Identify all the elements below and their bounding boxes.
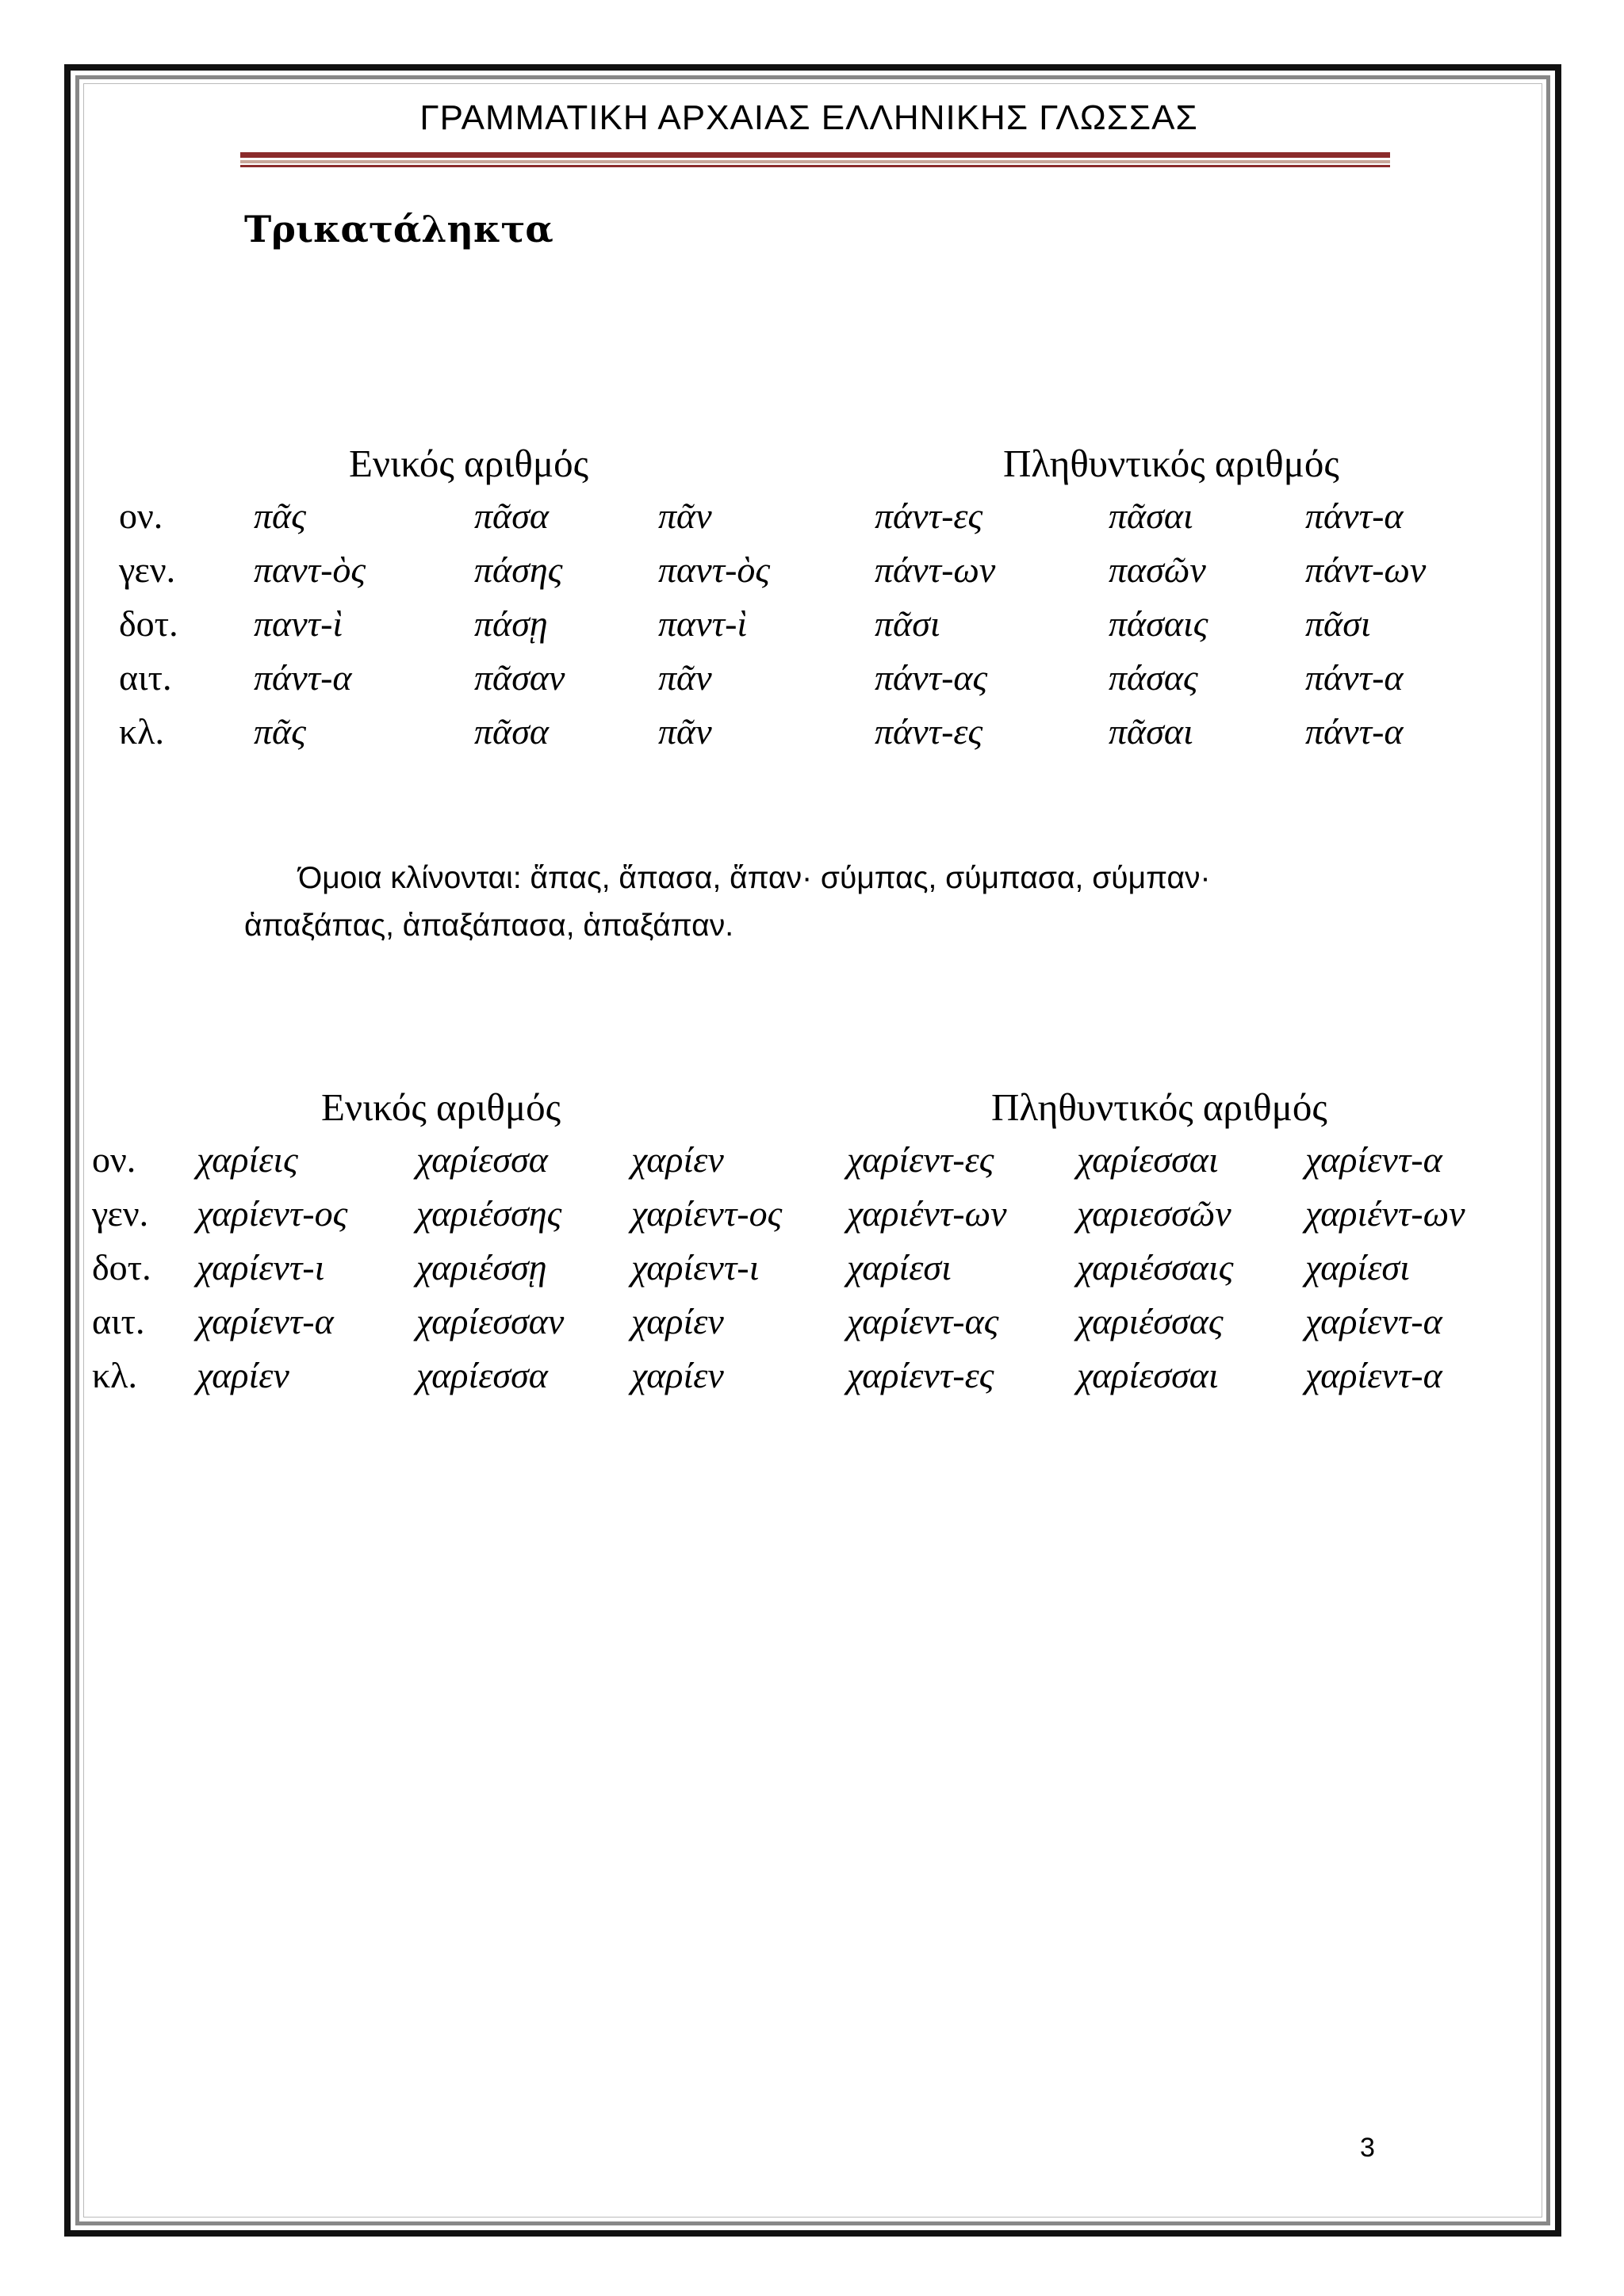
case-label: γεν.	[92, 1193, 149, 1234]
case-label: αιτ.	[92, 1301, 145, 1341]
form-cell: πᾶν	[658, 496, 712, 536]
form-cell: χαριεσσῶν	[1077, 1193, 1231, 1234]
form-cell: παντ-ὶ	[658, 603, 748, 644]
form-cell: χαρίεντ-ι	[631, 1247, 760, 1288]
form-cell: χαρίεντ-ες	[847, 1139, 994, 1180]
note-line-2: ἁπαξάπας, ἁπαξάπασα, ἁπαξάπαν.	[244, 909, 734, 943]
form-cell: πάσῃ	[474, 603, 548, 644]
form-cell: χαρίεσσαν	[416, 1301, 565, 1341]
form-cell: πάντ-ων	[875, 549, 996, 590]
plural-heading: Πληθυντικός αριθμός	[1003, 442, 1339, 485]
form-cell: χαριέσσας	[1077, 1301, 1224, 1341]
case-label: δοτ.	[92, 1247, 151, 1288]
form-cell: χαρίεντ-α	[197, 1301, 334, 1341]
form-cell: χαρίεντ-α	[1305, 1355, 1442, 1395]
form-cell: πᾶσι	[1305, 603, 1371, 644]
form-cell: παντ-ὶ	[254, 603, 343, 644]
form-cell: χαρίεν	[631, 1301, 724, 1341]
case-label: ον.	[119, 496, 163, 536]
running-header: ΓΡΑΜΜΑΤΙΚΗ ΑΡΧΑΙΑΣ ΕΛΛΗΝΙΚΗΣ ΓΛΩΣΣΑΣ	[419, 98, 1198, 137]
case-label: κλ.	[119, 711, 164, 752]
form-cell: πάντ-α	[1305, 496, 1404, 536]
form-cell: χαρίεσσαι	[1077, 1355, 1219, 1395]
form-cell: πάντ-α	[1305, 657, 1404, 698]
form-cell: χαρίεις	[197, 1139, 298, 1180]
form-cell: πᾶς	[254, 496, 306, 536]
form-cell: πάντ-ων	[1305, 549, 1427, 590]
form-cell: πάντ-ας	[875, 657, 988, 698]
note-line-1: Όμοια κλίνονται: ἅπας, ἅπασα, ἅπαν· σύμπας, σύμπασα, σύμπαν·	[298, 861, 1211, 895]
form-cell: χαρίεντ-ος	[631, 1193, 783, 1234]
section-title: Τρικατάληκτα	[244, 208, 553, 251]
case-label: δοτ.	[119, 603, 178, 644]
form-cell: πάντ-α	[254, 657, 352, 698]
form-cell: χαρίεσσαι	[1077, 1139, 1219, 1180]
form-cell: πασῶν	[1109, 549, 1206, 590]
form-cell: χαριέντ-ων	[847, 1193, 1007, 1234]
case-label: ον.	[92, 1139, 136, 1180]
plural-heading: Πληθυντικός αριθμός	[991, 1085, 1327, 1129]
form-cell: χαρίεσι	[847, 1247, 952, 1288]
form-cell: χαριέσσῃ	[416, 1247, 547, 1288]
form-cell: πάσης	[474, 549, 563, 590]
form-cell: πᾶσι	[875, 603, 940, 644]
similar-declension-note	[244, 855, 1434, 950]
form-cell: χαριέντ-ων	[1305, 1193, 1465, 1234]
form-cell: χαρίεντ-α	[1305, 1301, 1442, 1341]
form-cell: χαρίεντ-ος	[197, 1193, 348, 1234]
case-label: κλ.	[92, 1355, 137, 1395]
form-cell: χαρίεσι	[1305, 1247, 1410, 1288]
form-cell: χαριέσσαις	[1077, 1247, 1234, 1288]
form-cell: πᾶσα	[474, 711, 550, 752]
header-divider	[240, 152, 1390, 167]
form-cell: χαρίεν	[631, 1355, 724, 1395]
form-cell: παντ-ὸς	[658, 549, 771, 590]
form-cell: χαριέσσης	[416, 1193, 562, 1234]
form-cell: πάσας	[1109, 657, 1198, 698]
form-cell: χαρίεσσα	[416, 1355, 548, 1395]
form-cell: πᾶς	[254, 711, 306, 752]
form-cell: χαρίεσσα	[416, 1139, 548, 1180]
case-label: γεν.	[119, 549, 176, 590]
form-cell: πᾶσαι	[1109, 496, 1193, 536]
form-cell: χαρίεντ-ας	[847, 1301, 999, 1341]
form-cell: χαρίεν	[631, 1139, 724, 1180]
form-cell: πᾶν	[658, 711, 712, 752]
form-cell: πᾶσα	[474, 496, 550, 536]
form-cell: χαρίεντ-ι	[197, 1247, 325, 1288]
form-cell: πάσαις	[1109, 603, 1208, 644]
case-label: αιτ.	[119, 657, 172, 698]
singular-heading: Ενικός αριθμός	[321, 1085, 561, 1129]
form-cell: παντ-ὸς	[254, 549, 366, 590]
form-cell: πᾶν	[658, 657, 712, 698]
singular-heading: Ενικός αριθμός	[349, 442, 588, 485]
form-cell: πᾶσαν	[474, 657, 565, 698]
form-cell: χαρίεντ-α	[1305, 1139, 1442, 1180]
form-cell: πάντ-α	[1305, 711, 1404, 752]
form-cell: πάντ-ες	[875, 496, 983, 536]
form-cell: χαρίεν	[197, 1355, 289, 1395]
form-cell: πάντ-ες	[875, 711, 983, 752]
page-number: 3	[1360, 2133, 1375, 2163]
form-cell: πᾶσαι	[1109, 711, 1193, 752]
form-cell: χαρίεντ-ες	[847, 1355, 994, 1395]
